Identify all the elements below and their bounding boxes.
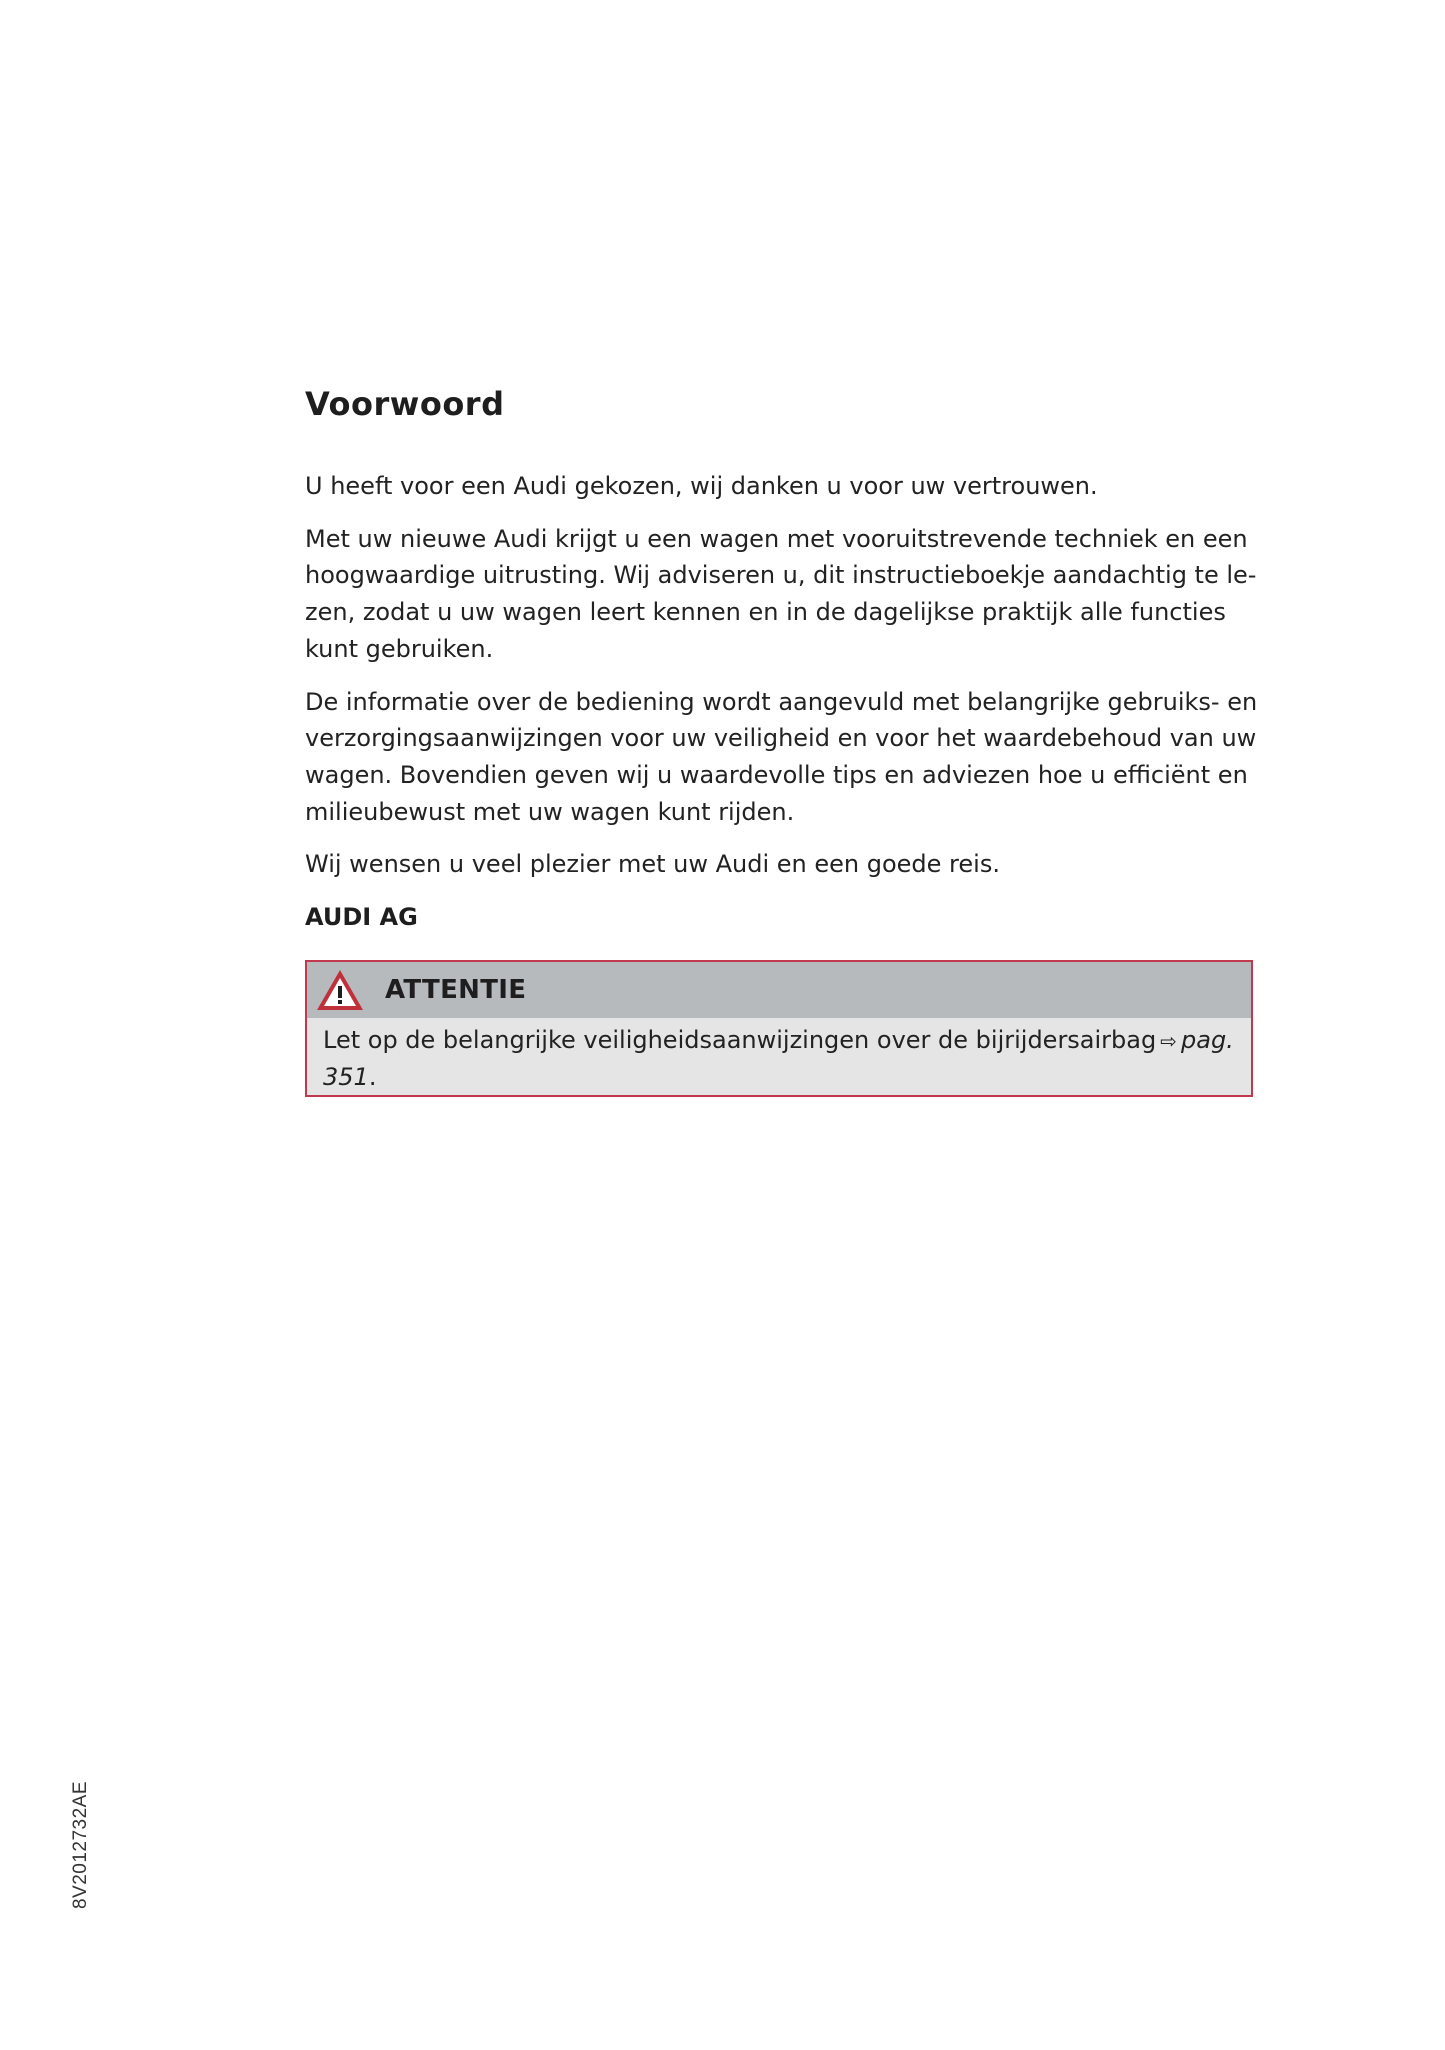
paragraph-wishes (305, 846, 1265, 883)
warning-box (305, 960, 1253, 1097)
text-line: De informatie over de bediening wordt aangevuld met belangrijke gebruiks- en (305, 687, 1258, 716)
text-line: wagen. Bovendien geven wij u waardevolle tips en adviezen hoe u efficiënt en (305, 760, 1248, 789)
warning-header (307, 962, 1251, 1018)
body-text (305, 468, 1265, 936)
document-code-text: 8V2012732AE (70, 1780, 91, 1910)
text-line: zen, zodat u uw wagen leert kennen en in de dagelijkse praktijk alle functies (305, 598, 1226, 627)
warning-text-line (323, 1022, 1235, 1059)
warning-text: Let op de belangrijke veiligheidsaanwijzingen over de bijrijdersairbag (323, 1026, 1157, 1054)
signature: AUDI AG (305, 903, 418, 932)
warning-text-line (323, 1059, 1235, 1095)
text-line: kunt gebruiken. (305, 634, 494, 663)
page-title: Voorwoord (305, 385, 505, 423)
document-code (70, 1772, 92, 1918)
warning-triangle-icon (315, 968, 365, 1012)
warning-title: ATTENTIE (385, 975, 527, 1005)
text-line: milieubewust met uw wagen kunt rijden. (305, 797, 795, 826)
text-line: Wij wensen u veel plezier met uw Audi en een goede reis. (305, 850, 1000, 879)
paragraph-intro (305, 468, 1265, 505)
page-reference-number[interactable]: 351 (323, 1063, 369, 1091)
warning-body (307, 1018, 1251, 1095)
arrow-right-icon: ⇨ (1160, 1029, 1177, 1053)
reference-suffix: . (368, 1063, 377, 1091)
text-line: hoogwaardige uitrusting. Wij adviseren u, dit instructieboekje aandachtig te le- (305, 561, 1257, 590)
page-reference-label[interactable]: pag. (1181, 1026, 1234, 1054)
paragraph-information (305, 684, 1265, 831)
text-line: verzorgingsaanwijzingen voor uw veiligheid en voor het waardebehoud van uw (305, 724, 1257, 753)
text-line: U heeft voor een Audi gekozen, wij danken u voor uw vertrouwen. (305, 472, 1098, 500)
text-line: Met uw nieuwe Audi krijgt u een wagen met vooruitstrevende techniek en een (305, 524, 1248, 553)
paragraph-new-audi (305, 521, 1265, 668)
